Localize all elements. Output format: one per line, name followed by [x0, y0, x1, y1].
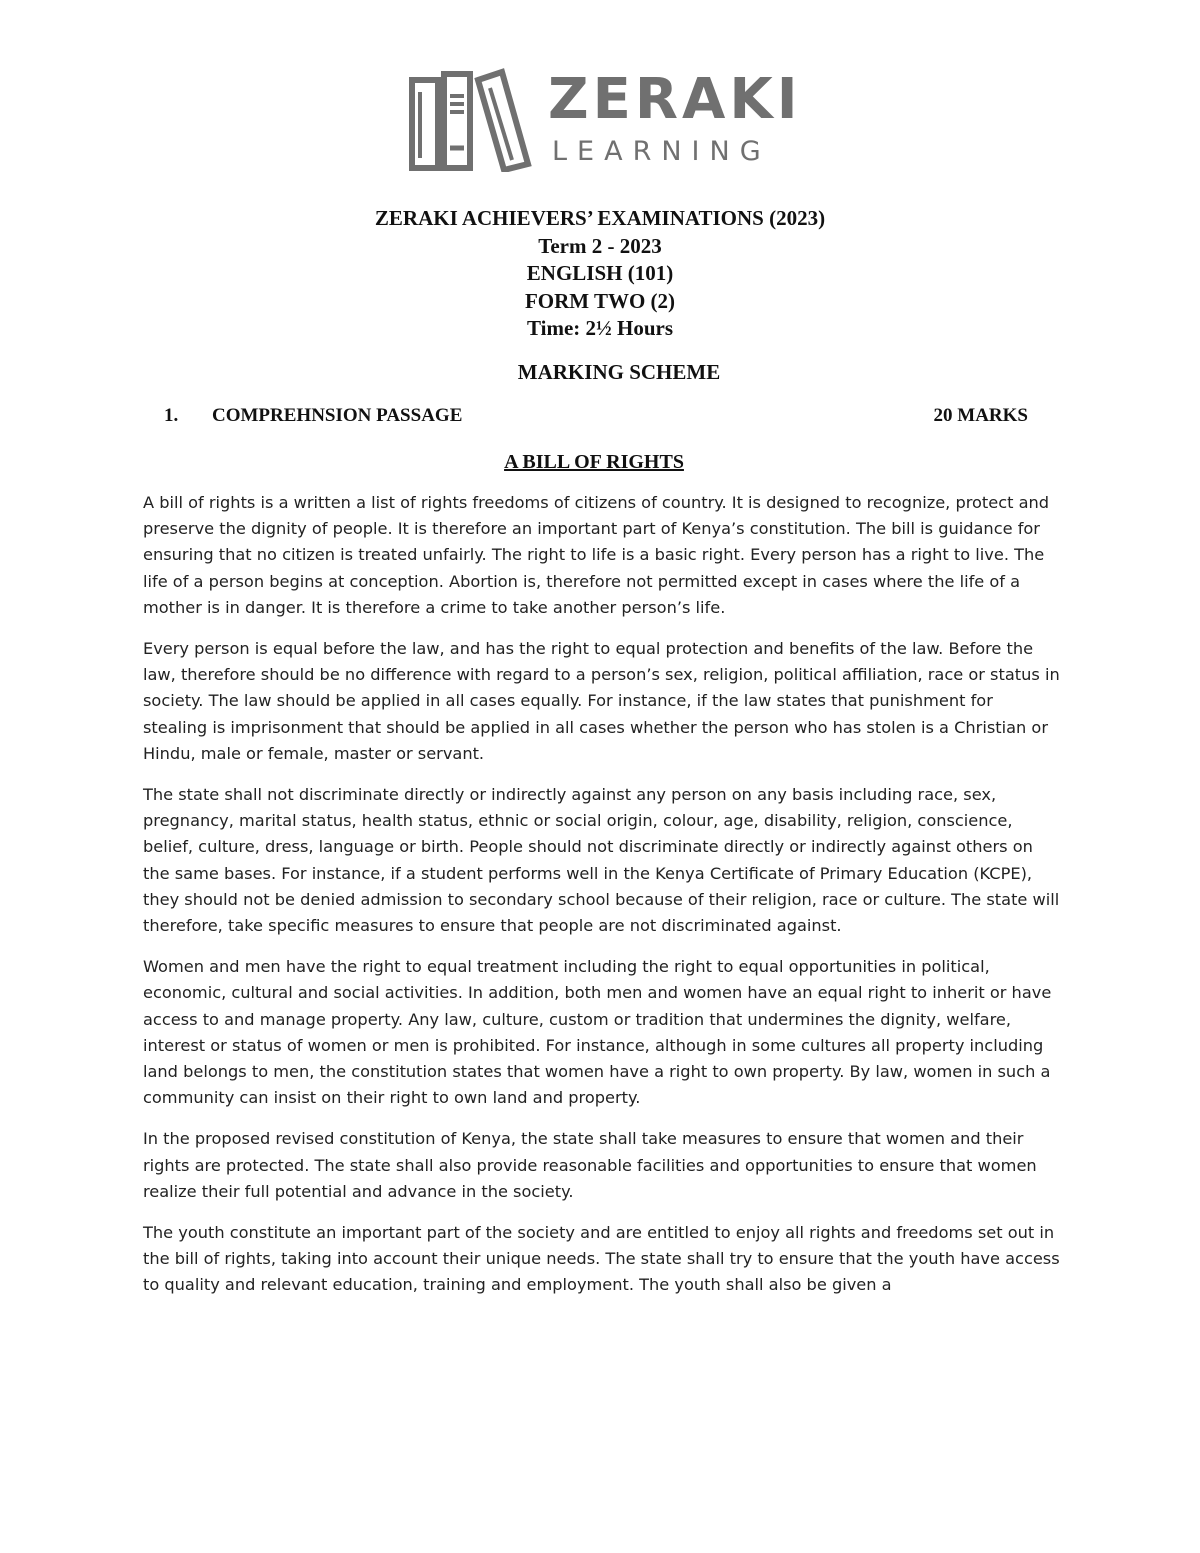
passage-body: [143, 490, 1061, 1314]
passage-paragraph: The youth constitute an important part of the society and are entitled to enjoy all rights and freedoms set out in the bill of rights, taking into account their unique needs. The state shall try to ensure that the youth have access to quality and relevant education, training and employment. The youth shall also be given a: [143, 1223, 1060, 1295]
zeraki-logo: [408, 68, 808, 178]
passage-paragraph: A bill of rights is a written a list of rights freedoms of citizens of country. It is designed to recognize, protect and preserve the dignity of people. It is therefore an important part of Kenya’s constitution. The bill is guidance for ensuring that no citizen is treated unfairly. The right to life is a basic right. Every person has a right to live. The life of a person begins at conception. Abortion is, therefore not permitted except in cases where the life of a mother is in danger. It is therefore a crime to take another person’s life.: [143, 493, 1050, 617]
section-marks: 20 MARKS: [933, 405, 1028, 426]
exam-time: Time: 2½ Hours: [526, 316, 674, 340]
section-title: COMPREHNSION PASSAGE: [212, 405, 463, 426]
passage-paragraph: Every person is equal before the law, and has the right to equal protection and benefits of the law. Before the law, therefore should be no difference with regard to a person’s sex, religion, political affiliation, race or status in society. The law should be applied in all cases equally. For instance, if the law states that punishment for stealing is imprisonment that should be applied in all cases whether the person who has stolen is a Christian or Hindu, male or female, master or servant.: [143, 639, 1060, 763]
section-label: [164, 405, 462, 427]
exam-header: [0, 205, 1200, 343]
exam-title: ZERAKI ACHIEVERS’ EXAMINATIONS (2023): [374, 206, 826, 230]
section-number: 1.: [164, 405, 179, 426]
passage-paragraph: Women and men have the right to equal treatment including the right to equal opportunities in political, economic, cultural and social activities. In addition, both men and women have an equal right to inherit or have access to and manage property. Any law, culture, custom or tradition that undermines the dignity, welfare, interest or status of women or men is prohibited. For instance, although in some cultures all property including land belongs to men, the constitution states that women have a right to own property. By law, women in such a community can insist on their right to own land and property.: [143, 957, 1052, 1108]
logo-brand-text: ZERAKI: [548, 67, 802, 132]
exam-form: FORM TWO (2): [524, 288, 676, 313]
passage-paragraph: In the proposed revised constitution of Kenya, the state shall take measures to ensure that women and their rights are protected. The state shall also provide reasonable facilities and opportunities to ensure that women realize their full potential and advance in the society.: [143, 1129, 1037, 1201]
exam-term: Term 2 - 2023: [538, 233, 662, 258]
section-heading: [164, 405, 1028, 427]
exam-subject: ENGLISH (101): [526, 261, 674, 285]
books-icon: [408, 68, 538, 172]
passage-paragraph: The state shall not discriminate directly or indirectly against any person on any basis including race, sex, pregnancy, marital status, health status, ethnic or social origin, colour, age, disability, religion, conscience, belief, culture, dress, language or birth. People should not discriminate directly or indirectly against others on the same bases. For instance, if a student performs well in the Kenya Certificate of Primary Education (KCPE), they should not be denied admission to secondary school because of their religion, race or culture. The state will therefore, take specific measures to ensure that people are not discriminated against.: [143, 785, 1060, 936]
logo-sub-text: LEARNING: [552, 136, 771, 167]
marking-scheme-title: MARKING SCHEME: [517, 360, 721, 384]
passage-title: A BILL OF RIGHTS: [504, 451, 684, 473]
